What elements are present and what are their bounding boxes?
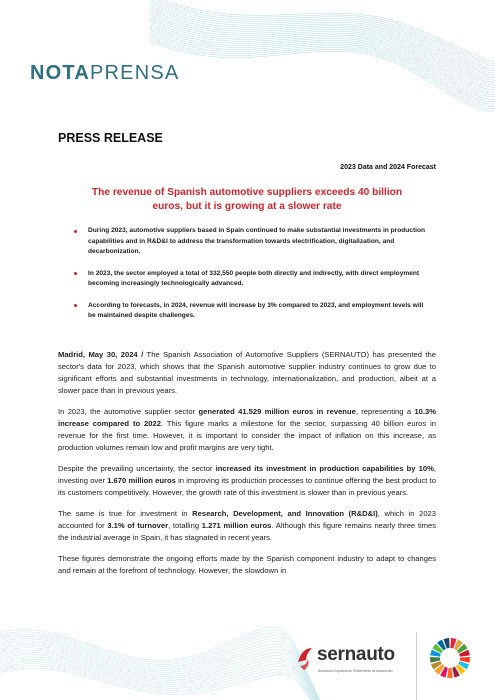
paragraph-investment: Despite the prevailing uncertainty, the sector increased its investment in production capabilities by 10%, investing over 1.670 million euros in improving its production processes to continue offering the best product to its customers competitively. However, the growth rate of this investment is slower than in previous years. xyxy=(58,464,436,497)
highlight-item xyxy=(72,269,432,290)
paragraph-rdi: The same is true for investment in Research, Development, and Innovation (R&D&I), which in 2023 accounted for 3.1% of turnover, totalling 1.271 million euros. Although this figure remains nearly three times the industrial average in Spain, it has stagnated in recent years. xyxy=(58,509,437,542)
sernauto-tagline: Asociación Española de Proveedores de Automoción xyxy=(318,669,393,673)
highlight-text: During 2023, automotive suppliers based in Spain continued to make substantial investments in production capabilities and in R&D&I to address the transformation towards electrification, digitalization, and decarbonization. xyxy=(88,227,426,255)
press-release-heading: PRESS RELEASE xyxy=(58,131,163,145)
highlight-item xyxy=(72,226,432,258)
body-text xyxy=(58,349,436,586)
sernauto-wordmark: sernauto xyxy=(317,644,395,665)
document-title: The revenue of Spanish automotive suppliers exceeds 40 billion euros, but it is growing at a slower rate xyxy=(91,187,403,212)
highlight-text: According to forecasts, in 2024, revenue will increase by 3% compared to 2023, and employment levels will be maintained despite challenges. xyxy=(88,301,424,319)
highlight-text: In 2023, the sector employed a total of 332,550 people both directly and indirectly, with direct employment becoming increasingly technologically advanced. xyxy=(88,269,420,287)
data-forecast-subheading: 2023 Data and 2024 Forecast xyxy=(340,164,436,171)
brand-part1: NOTA xyxy=(30,62,90,84)
sernauto-mark-icon xyxy=(296,646,316,672)
sdg-segment xyxy=(447,668,453,678)
bullet-dot-icon xyxy=(74,304,77,307)
bullet-dot-icon xyxy=(74,230,77,233)
dateline: Madrid, May 30, 2024 / xyxy=(58,350,144,359)
notaprensa-logo xyxy=(30,62,179,85)
paragraph-revenue: In 2023, the automotive supplier sector generated 41.529 million euros in revenue, representing a 10.3% increase compared to 2022. This figure marks a milestone for the sector, surpassing 40 billion euros in revenue for the first time. However, it is important to consider the impact of inflation on this increase, as production volumes remain low and profit margins are very tight. xyxy=(58,407,436,452)
paragraph-conclusion: These figures demonstrate the ongoing efforts made by the Spanish component industry to adapt to changes and remain at the forefront of technology. However, the slowdown in xyxy=(58,554,436,575)
paragraph-intro: Madrid, May 30, 2024 / The Spanish Association of Automotive Suppliers (SERNAUTO) has presented the sector's data for 2023, which shows that the Spanish automotive supplier industry continues to grow due to significant efforts and substantial investments in technology, internationalization, and production, albeit at a slower pace than in previous years. xyxy=(58,350,436,395)
footer-divider xyxy=(416,632,417,700)
bullet-dot-icon xyxy=(74,272,77,275)
highlight-item xyxy=(72,301,432,322)
highlights-list xyxy=(72,226,432,333)
sdg-wheel-icon xyxy=(428,636,472,680)
brand-part2: PRENSA xyxy=(89,62,180,84)
